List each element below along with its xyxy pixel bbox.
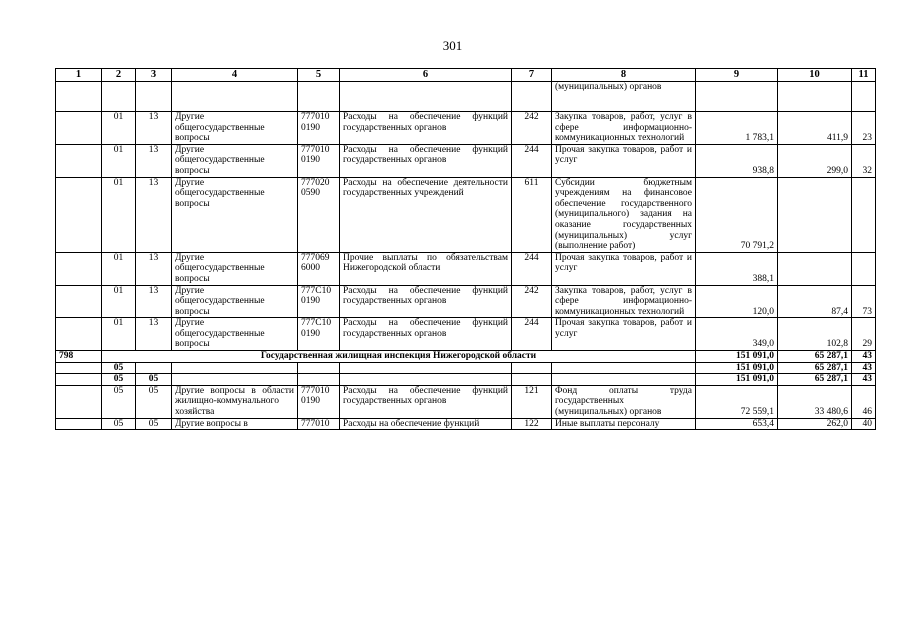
section-name-cell: Другие общегосударственные вопросы [172, 252, 298, 285]
actual-amount-cell: 411,9 [778, 112, 852, 145]
expense-code-cell: 244 [512, 252, 552, 285]
expense-code-cell: 122 [512, 418, 552, 430]
table-row [56, 385, 876, 418]
actual-amount-cell: 65 287,1 [778, 351, 852, 363]
expense-code-cell: 242 [512, 285, 552, 318]
expense-type-cell: Прочая закупка товаров, работ и услуг [552, 252, 696, 285]
actual-amount-cell: 33 480,6 [778, 385, 852, 418]
expense-type-cell: Фонд оплаты труда государственных (муниципальных) органов [552, 385, 696, 418]
expense-type-cell: Закупка товаров, работ, услуг в сфере информационно-коммуникационных технологий [552, 112, 696, 145]
target-name-cell: Расходы на обеспечение функций государственных органов [340, 112, 512, 145]
table-header-row [56, 69, 876, 82]
subsection-cell: 13 [136, 177, 172, 252]
plan-amount-cell: 120,0 [696, 285, 778, 318]
expense-type-cell: Прочая закупка товаров, работ и услуг [552, 318, 696, 351]
table-row [56, 177, 876, 252]
target-name-cell: Расходы на обеспечение функций государственных органов [340, 144, 512, 177]
expense-type-cell: (муниципальных) органов [552, 82, 696, 112]
column-header: 1 [56, 69, 102, 82]
expense-type-cell: Закупка товаров, работ, услуг в сфере информационно-коммуникационных технологий [552, 285, 696, 318]
percent-cell: 43 [852, 362, 876, 374]
column-header: 9 [696, 69, 778, 82]
plan-amount-cell: 388,1 [696, 252, 778, 285]
section-name-cell: Другие вопросы в области жилищно-коммунального хозяйства [172, 385, 298, 418]
actual-amount-cell: 87,4 [778, 285, 852, 318]
target-code-cell: 777010 0190 [298, 385, 340, 418]
percent-cell: 32 [852, 144, 876, 177]
plan-amount-cell: 938,8 [696, 144, 778, 177]
expense-code-cell: 244 [512, 318, 552, 351]
percent-cell: 29 [852, 318, 876, 351]
column-header: 11 [852, 69, 876, 82]
actual-amount-cell: 262,0 [778, 418, 852, 430]
actual-amount-cell: 65 287,1 [778, 374, 852, 386]
subsection-cell: 05 [136, 374, 172, 386]
percent-cell: 43 [852, 351, 876, 363]
column-header: 4 [172, 69, 298, 82]
section-name-cell: Другие вопросы в [172, 418, 298, 430]
actual-amount-cell: 65 287,1 [778, 362, 852, 374]
target-name-cell: Прочие выплаты по обязательствам Нижегородской области [340, 252, 512, 285]
percent-cell: 43 [852, 374, 876, 386]
target-name-cell: Расходы на обеспечение функций государственных органов [340, 285, 512, 318]
section-cell: 01 [102, 252, 136, 285]
department-title: Государственная жилищная инспекция Нижегородской области [102, 351, 696, 363]
column-header: 6 [340, 69, 512, 82]
section-cell: 05 [102, 374, 136, 386]
section-total-row [56, 362, 876, 374]
actual-amount-cell: 102,8 [778, 318, 852, 351]
percent-cell: 73 [852, 285, 876, 318]
section-cell: 05 [102, 362, 136, 374]
subsection-cell: 13 [136, 112, 172, 145]
expense-code-cell: 121 [512, 385, 552, 418]
expense-code-cell: 611 [512, 177, 552, 252]
target-name-cell: Расходы на обеспечение функций государственных органов [340, 385, 512, 418]
plan-amount-cell: 151 091,0 [696, 362, 778, 374]
budget-table [55, 68, 876, 430]
target-code-cell: 777010 0190 [298, 144, 340, 177]
plan-amount-cell: 151 091,0 [696, 351, 778, 363]
section-cell: 01 [102, 177, 136, 252]
subsection-cell: 13 [136, 318, 172, 351]
section-cell: 01 [102, 285, 136, 318]
target-code-cell: 777010 0190 [298, 112, 340, 145]
subsection-cell: 13 [136, 252, 172, 285]
subsection-cell: 13 [136, 144, 172, 177]
section-name-cell: Другие общегосударственные вопросы [172, 144, 298, 177]
section-name-cell: Другие общегосударственные вопросы [172, 285, 298, 318]
plan-amount-cell: 349,0 [696, 318, 778, 351]
target-code-cell: 777С10 0190 [298, 285, 340, 318]
plan-amount-cell: 1 783,1 [696, 112, 778, 145]
department-row [56, 351, 876, 363]
column-header: 5 [298, 69, 340, 82]
subsection-cell: 05 [136, 418, 172, 430]
table-row [56, 82, 876, 112]
section-cell: 05 [102, 418, 136, 430]
expense-code-cell: 244 [512, 144, 552, 177]
target-code-cell: 777010 [298, 418, 340, 430]
target-code-cell: 777С10 0190 [298, 318, 340, 351]
plan-amount-cell: 72 559,1 [696, 385, 778, 418]
section-cell: 01 [102, 318, 136, 351]
plan-amount-cell: 70 791,2 [696, 177, 778, 252]
expense-type-cell: Иные выплаты персоналу [552, 418, 696, 430]
section-cell: 01 [102, 112, 136, 145]
table-row [56, 318, 876, 351]
percent-cell [852, 252, 876, 285]
plan-amount-cell: 151 091,0 [696, 374, 778, 386]
column-header: 2 [102, 69, 136, 82]
table-row [56, 112, 876, 145]
target-code-cell: 777069 6000 [298, 252, 340, 285]
plan-amount-cell: 653,4 [696, 418, 778, 430]
section-name-cell: Другие общегосударственные вопросы [172, 318, 298, 351]
target-code-cell: 777020 0590 [298, 177, 340, 252]
section-name-cell: Другие общегосударственные вопросы [172, 177, 298, 252]
expense-code-cell: 242 [512, 112, 552, 145]
percent-cell: 46 [852, 385, 876, 418]
table-row [56, 252, 876, 285]
percent-cell: 23 [852, 112, 876, 145]
target-name-cell: Расходы на обеспечение деятельности государственных учреждений [340, 177, 512, 252]
subsection-cell: 05 [136, 385, 172, 418]
subsection-total-row [56, 374, 876, 386]
column-header: 3 [136, 69, 172, 82]
subsection-cell: 13 [136, 285, 172, 318]
section-cell: 01 [102, 144, 136, 177]
column-header: 7 [512, 69, 552, 82]
column-header: 8 [552, 69, 696, 82]
section-name-cell: Другие общегосударственные вопросы [172, 112, 298, 145]
target-name-cell: Расходы на обеспечение функций государственных органов [340, 318, 512, 351]
table-row [56, 285, 876, 318]
percent-cell: 40 [852, 418, 876, 430]
expense-type-cell: Субсидии бюджетным учреждениям на финансовое обеспечение государственного (муниципального) задания на оказание государственных (муниципальных) услуг (выполнение работ) [552, 177, 696, 252]
table-row [56, 418, 876, 430]
percent-cell [852, 177, 876, 252]
table-row [56, 144, 876, 177]
actual-amount-cell: 299,0 [778, 144, 852, 177]
actual-amount-cell [778, 252, 852, 285]
section-cell: 05 [102, 385, 136, 418]
department-code-cell: 798 [56, 351, 102, 363]
expense-type-cell: Прочая закупка товаров, работ и услуг [552, 144, 696, 177]
column-header: 10 [778, 69, 852, 82]
page-number: 301 [442, 38, 463, 53]
actual-amount-cell [778, 177, 852, 252]
target-name-cell: Расходы на обеспечение функций [340, 418, 512, 430]
